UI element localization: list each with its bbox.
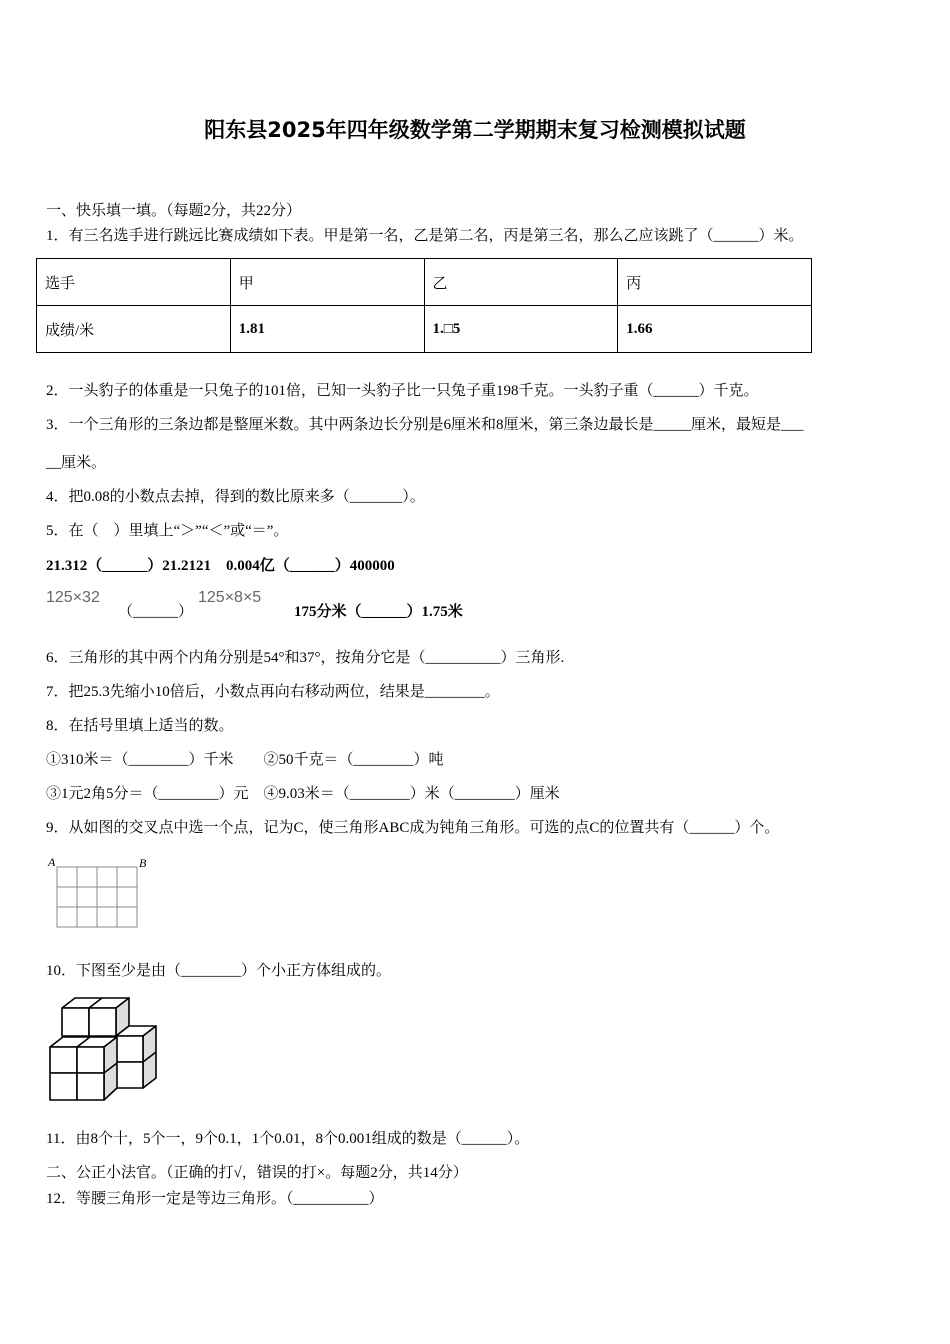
section-1-heading: 一、快乐填一填。（每题2分，共22分） — [46, 203, 302, 219]
question-1: 1．有三名选手进行跳远比赛成绩如下表。甲是第一名，乙是第二名，丙是第三名，那么乙应该跳了（______）米。 — [46, 228, 804, 244]
point-a-label: A — [48, 855, 56, 869]
question-8-row-2: ③1元2角5分＝（________）元 ④9.03米＝（________）米（________）厘米 — [46, 786, 560, 802]
question-5-row-1: 21.312（______）21.2121 0.004亿（______）400000 — [46, 558, 395, 574]
section-2-heading: 二、公正小法官。（正确的打√，错误的打×。每题2分，共14分） — [46, 1165, 468, 1181]
question-7: 7．把25.3先缩小10倍后，小数点再向右移动两位，结果是________。 — [46, 684, 500, 700]
question-11: 11．由8个十，5个一，9个0.1，1个0.01，8个0.001组成的数是（______）。 — [46, 1131, 530, 1147]
question-3-continued: __厘米。 — [46, 455, 107, 471]
table-cell: 丙 — [618, 259, 812, 306]
question-10: 10．下图至少是由（________）个小正方体组成的。 — [46, 963, 392, 979]
formula-2: 125×8×5 — [198, 589, 262, 606]
formula-1: 125×32 — [46, 589, 100, 606]
table-cell: 乙 — [424, 259, 618, 306]
table-cell: 选手 — [37, 259, 231, 306]
answer-blank: （______） — [118, 604, 194, 620]
table-row — [37, 306, 812, 353]
question-5: 5．在（ ）里填上“＞”“＜”或“＝”。 — [46, 523, 289, 539]
page-title: 阳东县2025年四年级数学第二学期期末复习检测模拟试题 — [204, 118, 746, 142]
table-cell: 1.81 — [230, 306, 424, 353]
table-cell: 甲 — [230, 259, 424, 306]
question-4: 4．把0.08的小数点去掉，得到的数比原来多（_______）。 — [46, 489, 425, 505]
question-8-row-1: ①310米＝（________）千米 ②50千克＝（________）吨 — [46, 752, 444, 768]
question-9: 9．从如图的交叉点中选一个点，记为C，使三角形ABC成为钝角三角形。可选的点C的位置共有（______）个。 — [46, 820, 780, 836]
table-header-row — [37, 259, 812, 306]
point-b-label: B — [139, 856, 147, 870]
question-2: 2．一头豹子的体重是一只兔子的101倍，已知一头豹子比一只兔子重198千克。一头豹子重（______）千克。 — [46, 383, 759, 399]
question-12: 12．等腰三角形一定是等边三角形。（__________） — [46, 1191, 384, 1207]
question-6: 6．三角形的其中两个内角分别是54°和37°，按角分它是（__________）三角形. — [46, 650, 565, 666]
table-cell: 成绩/米 — [37, 306, 231, 353]
question-3: 3．一个三角形的三条边都是整厘米数。其中两条边长分别是6厘米和8厘米，第三条边最长是_____厘米，最短是___ — [46, 417, 804, 433]
results-table — [36, 258, 812, 353]
question-8: 8．在括号里填上适当的数。 — [46, 718, 234, 734]
question-5-row-3: 175分米（______）1.75米 — [294, 604, 463, 620]
cube-stack-figure — [46, 996, 166, 1104]
table-cell: 1.66 — [618, 306, 812, 353]
grid-figure — [44, 850, 154, 934]
table-cell: 1.□5 — [424, 306, 618, 353]
